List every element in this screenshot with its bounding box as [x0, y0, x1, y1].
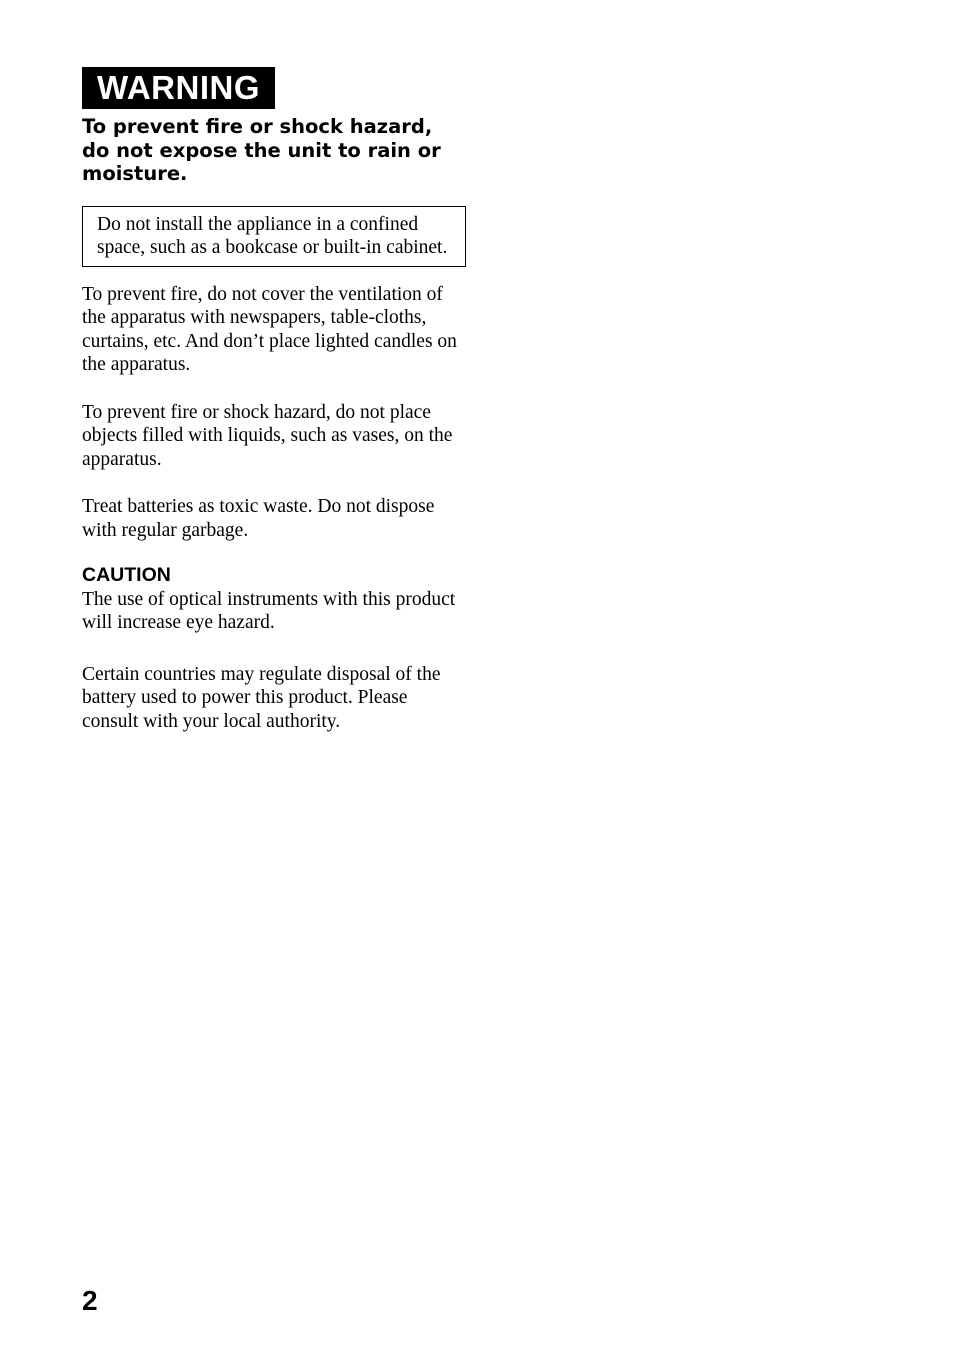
ventilation-paragraph: To prevent fire, do not cover the ventilation of the apparatus with newspapers, table-cloths, curtains, etc. And don’t place lighted candles on the apparatus. — [82, 283, 457, 375]
installation-notice-box: Do not install the appliance in a confined space, such as a bookcase or built-in cabinet. — [82, 206, 466, 267]
batteries-paragraph: Treat batteries as toxic waste. Do not dispose with regular garbage. — [82, 496, 435, 541]
warning-subheading: To prevent fire or shock hazard, do not expose the unit to rain or moisture. — [82, 115, 441, 185]
liquids-paragraph: To prevent fire or shock hazard, do not place objects filled with liquids, such as vases, on the apparatus. — [82, 401, 453, 470]
disposal-paragraph: Certain countries may regulate disposal of the battery used to power this product. Please consult with your local authority. — [82, 663, 441, 732]
warning-banner: WARNING — [82, 67, 275, 109]
caution-heading: CAUTION — [82, 564, 171, 586]
caution-paragraph: The use of optical instruments with this product will increase eye hazard. — [82, 588, 456, 633]
content-column — [82, 67, 466, 733]
page-number: 2 — [82, 1285, 98, 1316]
